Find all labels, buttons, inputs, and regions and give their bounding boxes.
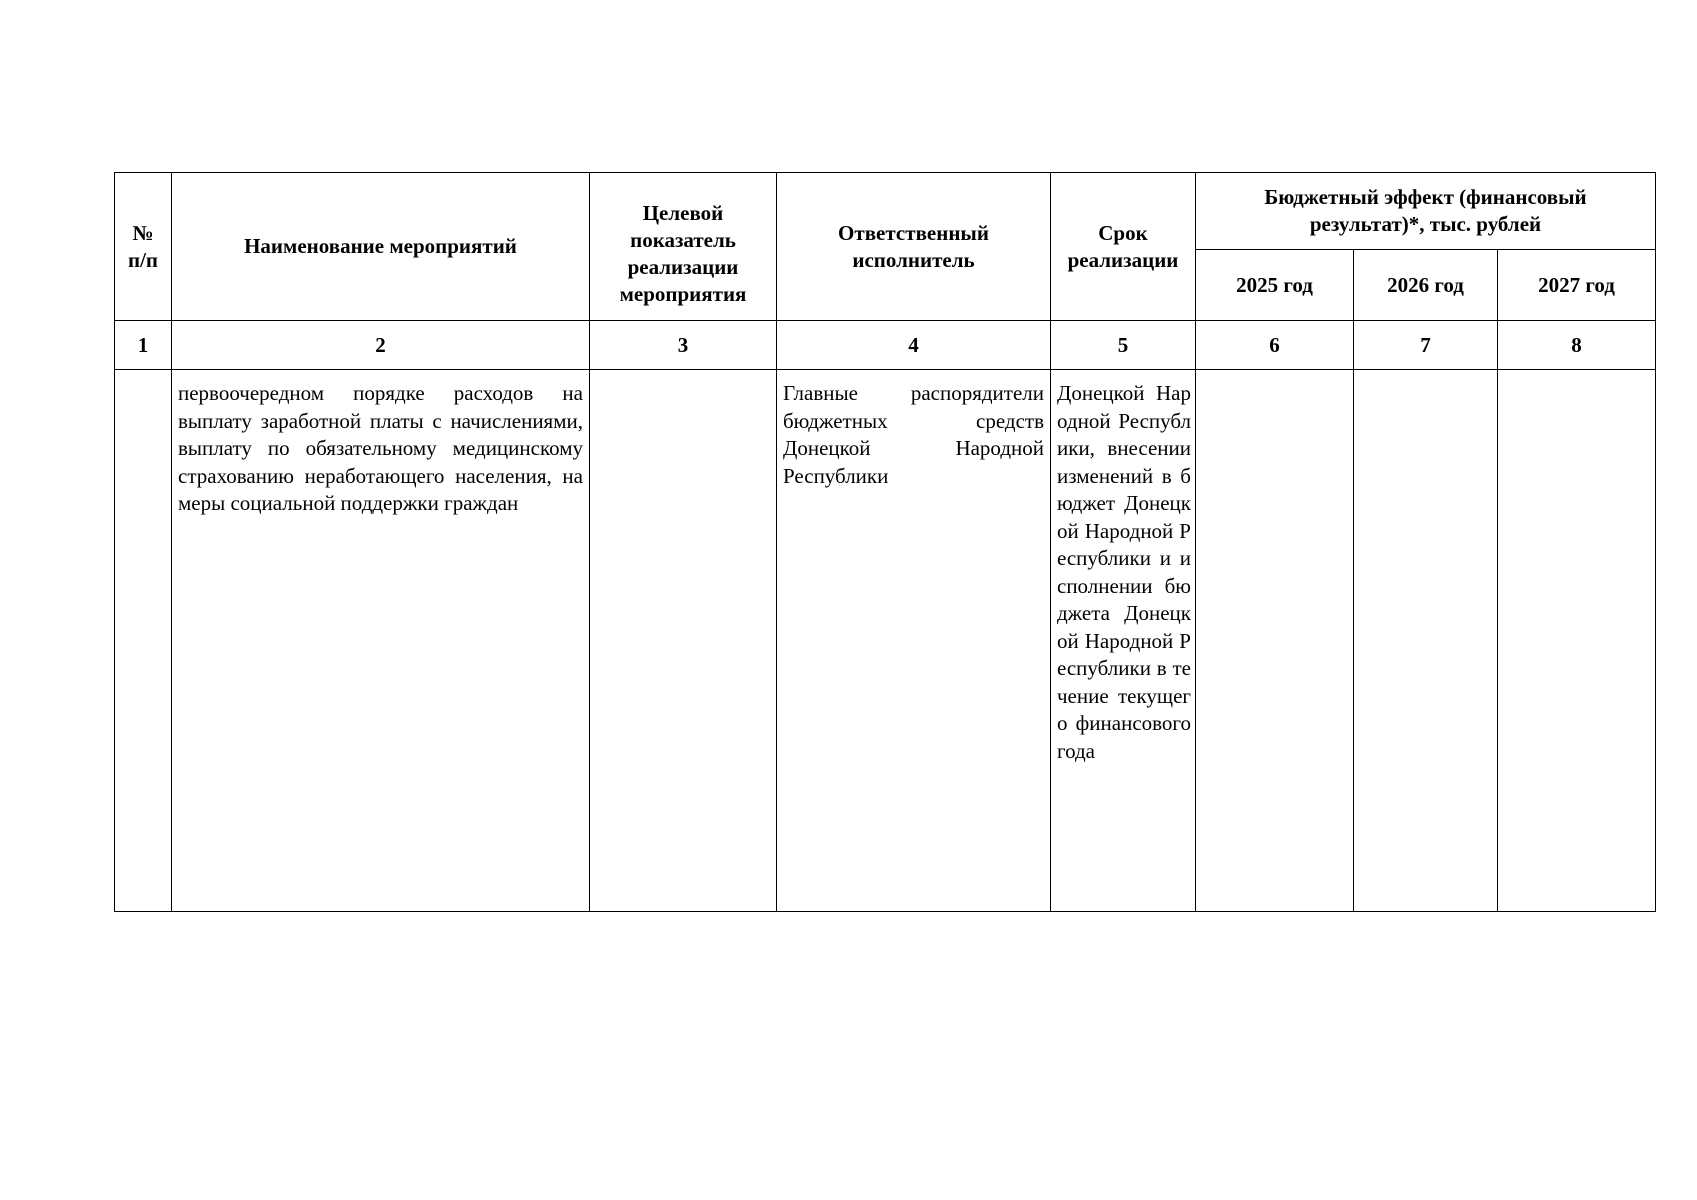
cell-2027: [1498, 370, 1656, 912]
cell-responsible: [777, 370, 1051, 912]
header-target: Целевой показатель реализации мероприятия: [590, 173, 777, 321]
column-number: 1: [115, 321, 172, 370]
cell-num: [115, 370, 172, 912]
cell-target: [590, 370, 777, 912]
header-budget-effect: Бюджетный эффект (финансовый результат)*, тыс. рублей: [1196, 173, 1656, 250]
header-term: Срок реализации: [1051, 173, 1196, 321]
header-name: Наименование мероприятий: [172, 173, 590, 321]
column-number: 3: [590, 321, 777, 370]
header-responsible: Ответственный исполнитель: [777, 173, 1051, 321]
term-text: Донецкой Народной Республики, внесении изменений в бюджет Донецкой Народной Республики и исполнении бюджета Донецкой Народной Республики в течение текущего финансового года: [1057, 381, 1191, 763]
header-year-2025: 2025 год: [1196, 250, 1354, 321]
column-number: 7: [1354, 321, 1498, 370]
column-number-row: [115, 321, 1656, 370]
measures-table: [114, 172, 1656, 912]
header-year-2026: 2026 год: [1354, 250, 1498, 321]
table-header-row: [115, 173, 1656, 250]
measure-name-text: первоочередном порядке расходов на выплату заработной платы с начислениями, выплату по обязательному медицинскому страхованию неработающего населения, на меры социальной поддержки граждан: [178, 381, 583, 515]
cell-2025: [1196, 370, 1354, 912]
column-number: 6: [1196, 321, 1354, 370]
column-number: 4: [777, 321, 1051, 370]
column-number: 5: [1051, 321, 1196, 370]
header-year-2027: 2027 год: [1498, 250, 1656, 321]
cell-term: [1051, 370, 1196, 912]
cell-2026: [1354, 370, 1498, 912]
column-number: 2: [172, 321, 590, 370]
cell-measure-name: [172, 370, 590, 912]
responsible-text: Главные распорядители бюджетных средств Донецкой Народной Республики: [783, 381, 1044, 488]
table-row: [115, 370, 1656, 912]
header-num: № п/п: [115, 173, 172, 321]
column-number: 8: [1498, 321, 1656, 370]
